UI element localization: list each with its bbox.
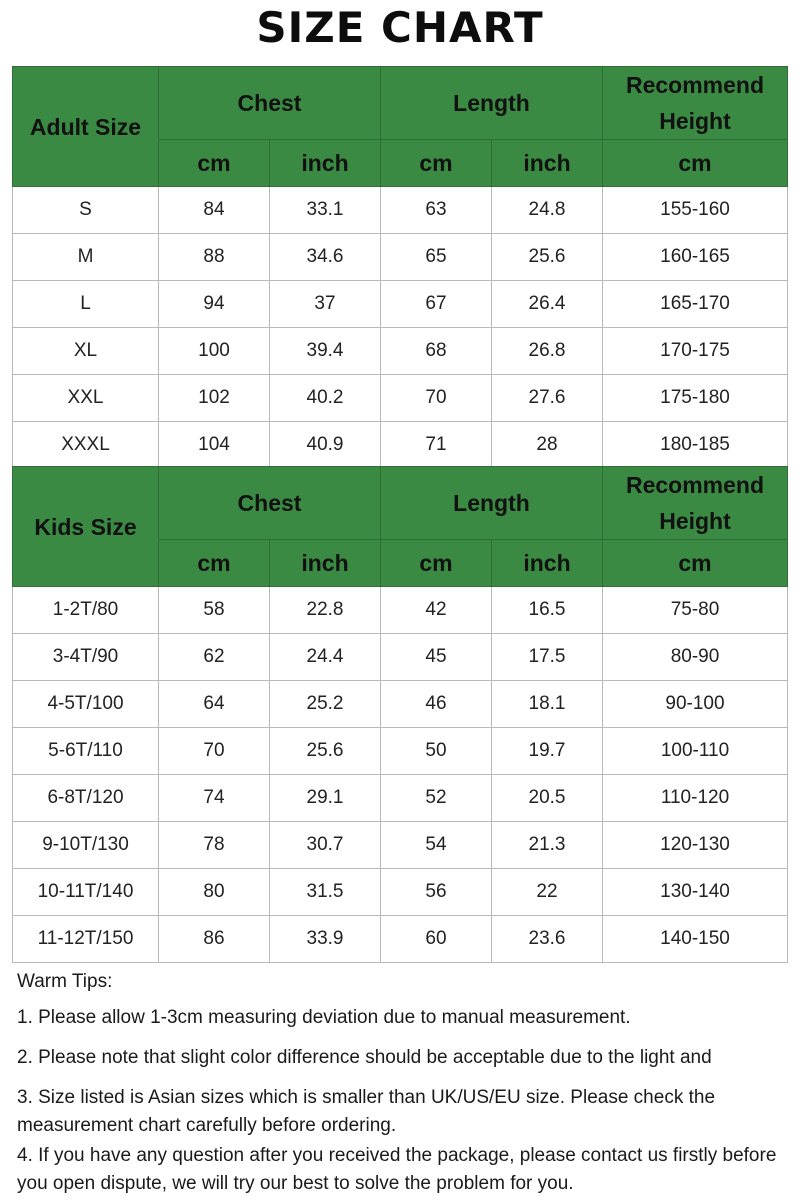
size-cell: 5-6T/110 bbox=[13, 728, 159, 775]
height-cm-cell: 160-165 bbox=[603, 234, 788, 281]
chest-inch-cell: 30.7 bbox=[270, 822, 381, 869]
table-row bbox=[13, 916, 788, 963]
size-cell: 1-2T/80 bbox=[13, 587, 159, 634]
table-row bbox=[13, 281, 788, 328]
chest-inch-cell: 33.1 bbox=[270, 187, 381, 234]
length-cm-cell: 60 bbox=[381, 916, 492, 963]
length-inch-cell: 20.5 bbox=[492, 775, 603, 822]
height-cm-header: cm bbox=[603, 140, 788, 187]
height-cm-header: cm bbox=[603, 540, 788, 587]
table-row bbox=[13, 775, 788, 822]
length-header: Length bbox=[381, 67, 603, 140]
length-inch-cell: 25.6 bbox=[492, 234, 603, 281]
length-cm-header: cm bbox=[381, 140, 492, 187]
height-cm-cell: 170-175 bbox=[603, 328, 788, 375]
height-cm-cell: 110-120 bbox=[603, 775, 788, 822]
length-cm-cell: 56 bbox=[381, 869, 492, 916]
size-cell: XXL bbox=[13, 375, 159, 422]
tip-item: 2. Please note that slight color difference should be acceptable due to the light and bbox=[17, 1047, 712, 1068]
table-row bbox=[13, 587, 788, 634]
height-cm-cell: 130-140 bbox=[603, 869, 788, 916]
tip-item: 4. If you have any question after you received the package, please contact us firstly before you open dispute, we will try our best to solve the problem for you. bbox=[17, 1145, 777, 1194]
chest-cm-cell: 80 bbox=[159, 869, 270, 916]
length-inch-cell: 26.4 bbox=[492, 281, 603, 328]
length-inch-cell: 28 bbox=[492, 422, 603, 469]
chest-cm-header: cm bbox=[159, 540, 270, 587]
chest-cm-cell: 94 bbox=[159, 281, 270, 328]
chest-inch-header: inch bbox=[270, 140, 381, 187]
length-cm-cell: 54 bbox=[381, 822, 492, 869]
chest-inch-cell: 39.4 bbox=[270, 328, 381, 375]
chest-cm-cell: 74 bbox=[159, 775, 270, 822]
kids-size-header: Kids Size bbox=[13, 467, 159, 587]
height-cm-cell: 180-185 bbox=[603, 422, 788, 469]
height-cm-cell: 100-110 bbox=[603, 728, 788, 775]
table-row bbox=[13, 681, 788, 728]
chest-cm-header: cm bbox=[159, 140, 270, 187]
size-cell: 10-11T/140 bbox=[13, 869, 159, 916]
height-cm-cell: 165-170 bbox=[603, 281, 788, 328]
height-cm-cell: 175-180 bbox=[603, 375, 788, 422]
length-cm-cell: 63 bbox=[381, 187, 492, 234]
length-cm-cell: 67 bbox=[381, 281, 492, 328]
chest-inch-cell: 22.8 bbox=[270, 587, 381, 634]
length-cm-cell: 45 bbox=[381, 634, 492, 681]
chest-cm-cell: 58 bbox=[159, 587, 270, 634]
length-inch-cell: 24.8 bbox=[492, 187, 603, 234]
table-row bbox=[13, 234, 788, 281]
size-cell: M bbox=[13, 234, 159, 281]
chest-cm-cell: 70 bbox=[159, 728, 270, 775]
recommend-height-header: Recommend Height bbox=[603, 67, 788, 140]
length-cm-cell: 42 bbox=[381, 587, 492, 634]
tip-item: 1. Please allow 1-3cm measuring deviation due to manual measurement. bbox=[17, 1007, 631, 1028]
chest-header: Chest bbox=[159, 67, 381, 140]
chest-cm-cell: 104 bbox=[159, 422, 270, 469]
tip-item: 3. Size listed is Asian sizes which is smaller than UK/US/EU size. Please check the measurement chart carefully before ordering. bbox=[17, 1087, 716, 1136]
chest-header: Chest bbox=[159, 467, 381, 540]
chest-inch-cell: 25.2 bbox=[270, 681, 381, 728]
length-inch-cell: 26.8 bbox=[492, 328, 603, 375]
chest-inch-cell: 33.9 bbox=[270, 916, 381, 963]
size-cell: 3-4T/90 bbox=[13, 634, 159, 681]
length-cm-cell: 50 bbox=[381, 728, 492, 775]
length-cm-cell: 65 bbox=[381, 234, 492, 281]
length-cm-cell: 68 bbox=[381, 328, 492, 375]
length-inch-cell: 19.7 bbox=[492, 728, 603, 775]
length-inch-cell: 16.5 bbox=[492, 587, 603, 634]
length-inch-cell: 22 bbox=[492, 869, 603, 916]
length-inch-header: inch bbox=[492, 540, 603, 587]
height-cm-cell: 90-100 bbox=[603, 681, 788, 728]
size-cell: S bbox=[13, 187, 159, 234]
recommend-height-header: Recommend Height bbox=[603, 467, 788, 540]
chest-inch-header: inch bbox=[270, 540, 381, 587]
page-title: SIZE CHART bbox=[256, 3, 544, 52]
kids-table-body bbox=[13, 587, 788, 963]
chest-cm-cell: 102 bbox=[159, 375, 270, 422]
chest-cm-cell: 88 bbox=[159, 234, 270, 281]
chest-cm-cell: 84 bbox=[159, 187, 270, 234]
size-cell: 11-12T/150 bbox=[13, 916, 159, 963]
length-cm-cell: 70 bbox=[381, 375, 492, 422]
table-row bbox=[13, 375, 788, 422]
table-row bbox=[13, 869, 788, 916]
chest-inch-cell: 37 bbox=[270, 281, 381, 328]
adult-size-table bbox=[12, 66, 788, 469]
size-cell: 9-10T/130 bbox=[13, 822, 159, 869]
length-cm-cell: 46 bbox=[381, 681, 492, 728]
size-cell: 4-5T/100 bbox=[13, 681, 159, 728]
table-row bbox=[13, 822, 788, 869]
height-cm-cell: 120-130 bbox=[603, 822, 788, 869]
tips-heading: Warm Tips: bbox=[17, 971, 113, 992]
length-inch-cell: 18.1 bbox=[492, 681, 603, 728]
chest-inch-cell: 31.5 bbox=[270, 869, 381, 916]
chest-inch-cell: 25.6 bbox=[270, 728, 381, 775]
size-cell: 6-8T/120 bbox=[13, 775, 159, 822]
size-cell: L bbox=[13, 281, 159, 328]
chest-cm-cell: 64 bbox=[159, 681, 270, 728]
chest-inch-cell: 34.6 bbox=[270, 234, 381, 281]
height-cm-cell: 140-150 bbox=[603, 916, 788, 963]
chest-cm-cell: 86 bbox=[159, 916, 270, 963]
size-cell: XL bbox=[13, 328, 159, 375]
chest-inch-cell: 24.4 bbox=[270, 634, 381, 681]
chest-inch-cell: 40.9 bbox=[270, 422, 381, 469]
length-inch-cell: 27.6 bbox=[492, 375, 603, 422]
chest-cm-cell: 100 bbox=[159, 328, 270, 375]
table-row bbox=[13, 328, 788, 375]
adult-table-body bbox=[13, 187, 788, 469]
length-cm-cell: 71 bbox=[381, 422, 492, 469]
height-cm-cell: 155-160 bbox=[603, 187, 788, 234]
kids-size-table bbox=[12, 466, 788, 963]
table-row bbox=[13, 634, 788, 681]
chest-inch-cell: 40.2 bbox=[270, 375, 381, 422]
length-cm-header: cm bbox=[381, 540, 492, 587]
table-row bbox=[13, 422, 788, 469]
length-cm-cell: 52 bbox=[381, 775, 492, 822]
size-cell: XXXL bbox=[13, 422, 159, 469]
length-header: Length bbox=[381, 467, 603, 540]
table-row bbox=[13, 187, 788, 234]
length-inch-header: inch bbox=[492, 140, 603, 187]
length-inch-cell: 21.3 bbox=[492, 822, 603, 869]
height-cm-cell: 75-80 bbox=[603, 587, 788, 634]
length-inch-cell: 17.5 bbox=[492, 634, 603, 681]
chest-cm-cell: 78 bbox=[159, 822, 270, 869]
table-row bbox=[13, 728, 788, 775]
chest-inch-cell: 29.1 bbox=[270, 775, 381, 822]
adult-size-header: Adult Size bbox=[13, 67, 159, 187]
height-cm-cell: 80-90 bbox=[603, 634, 788, 681]
length-inch-cell: 23.6 bbox=[492, 916, 603, 963]
chest-cm-cell: 62 bbox=[159, 634, 270, 681]
